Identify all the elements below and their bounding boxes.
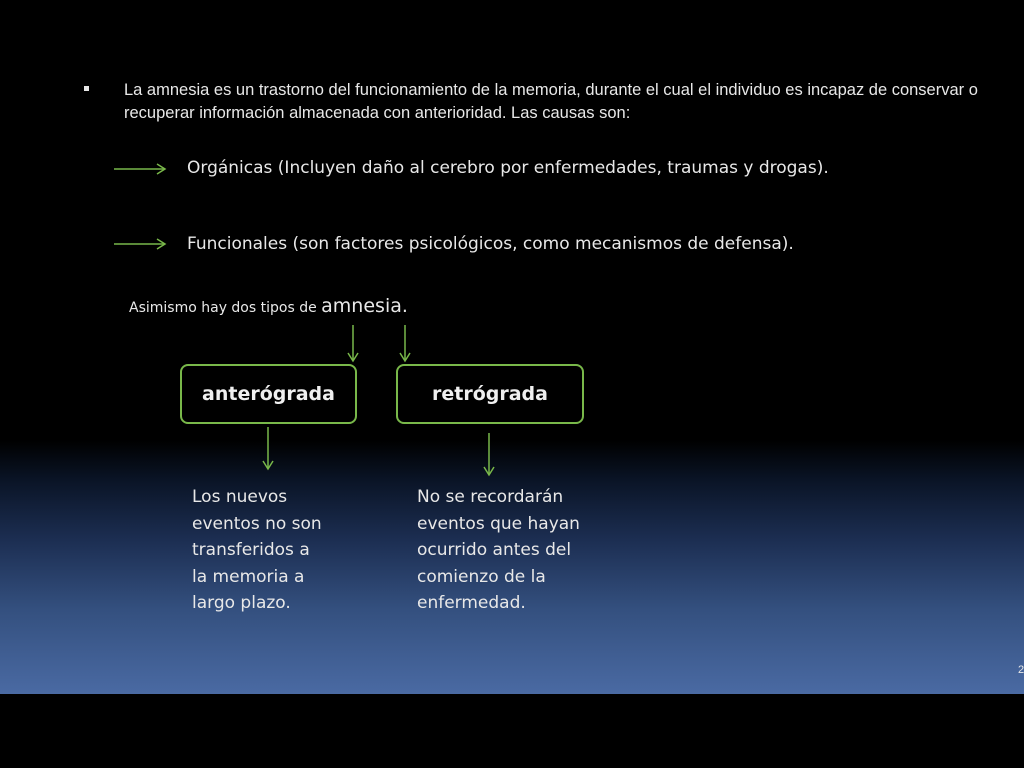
description-line: comienzo de la [417, 566, 546, 587]
types-intro-word: amnesia. [321, 295, 408, 317]
right-arrow-icon [113, 162, 167, 176]
description-line: eventos que hayan [417, 513, 580, 534]
description-line: la memoria a [192, 566, 305, 587]
description-line: largo plazo. [192, 593, 291, 613]
letterbox-bar [0, 694, 1024, 768]
description-anterograde [192, 484, 322, 617]
description-line: ocurrido antes del [417, 540, 572, 560]
slide-number: 2 [1018, 664, 1024, 676]
cause-organic: Orgánicas (Incluyen daño al cerebro por enfermedades, traumas y drogas). [187, 158, 829, 178]
description-line: No se recordarán [417, 487, 564, 507]
description-line: eventos no son [192, 513, 322, 534]
description-retrograde [417, 484, 580, 617]
type-box-retrograde: retrógrada [396, 364, 584, 424]
type-box-anterograde: anterógrada [180, 364, 357, 424]
square-bullet-icon [84, 86, 89, 91]
right-arrow-icon [113, 237, 167, 251]
down-arrow-icon [482, 433, 496, 477]
cause-functional: Funcionales (son factores psicológicos, como mecanismos de defensa). [187, 234, 794, 254]
types-intro [129, 293, 408, 321]
description-line: Los nuevos [192, 487, 288, 507]
down-arrow-icon [261, 427, 275, 471]
down-arrow-icon [398, 325, 412, 363]
intro-paragraph: La amnesia es un trastorno del funcionamiento de la memoria, durante el cual el individuo es incapaz de conservar o recuperar información almacenada con anterioridad. Las causas son: [124, 81, 978, 122]
description-line: enfermedad. [417, 593, 526, 613]
types-intro-prefix: Asimismo hay dos tipos de [129, 300, 322, 316]
description-line: transferidos a [192, 540, 310, 560]
down-arrow-icon [346, 325, 360, 363]
